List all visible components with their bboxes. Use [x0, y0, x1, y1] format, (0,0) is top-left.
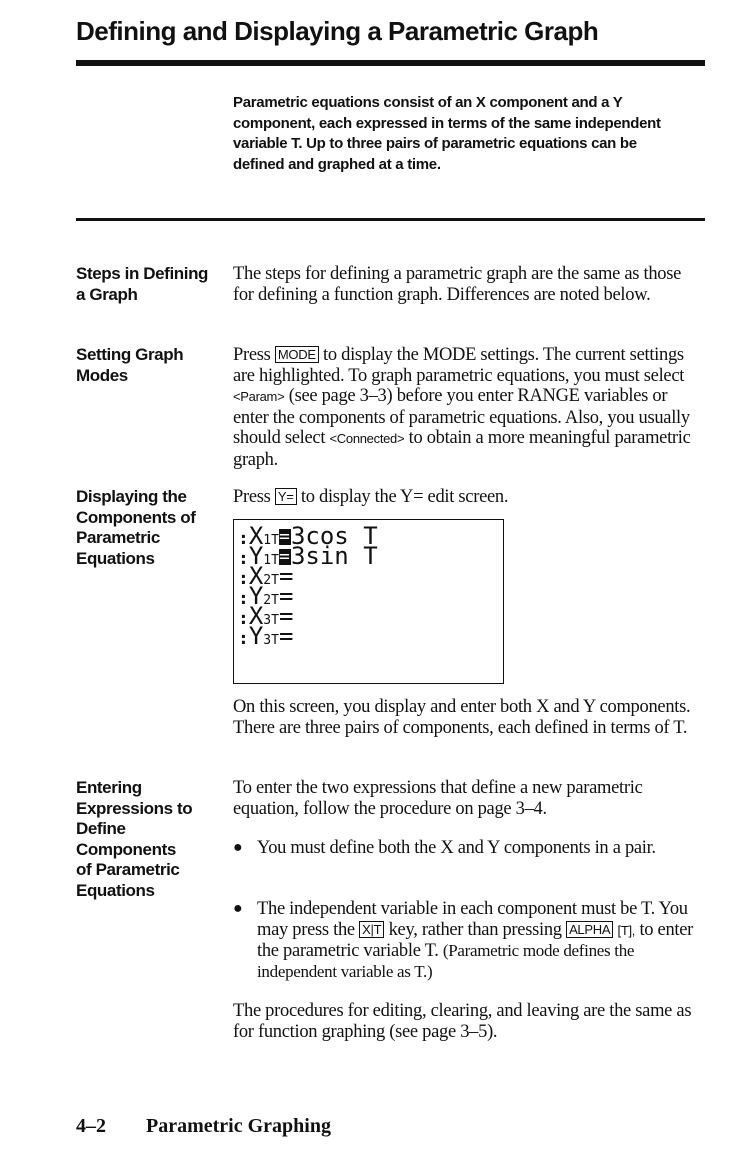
steps-body: The steps for defining a parametric graph are the same as those for defining a function graph. Differences are noted below. [233, 264, 682, 305]
cursor-block: = [278, 546, 290, 567]
alpha-key: ALPHA [566, 921, 613, 938]
intro-paragraph: Parametric equations consist of an X component and a Y component, each expressed in terms of the same independent variable T. Up to three pairs of parametric equations can be defined and graphed at a time. [233, 94, 661, 173]
closing-body: The procedures for editing, clearing, and leaving are the same as for function graphing (see page 3–5). [233, 1001, 692, 1042]
page-number: 4–2 [76, 1115, 106, 1137]
bullet-icon: ● [233, 900, 243, 917]
screen-line-x3: :X3T= [238, 602, 294, 630]
side-heading-modes: Setting Graph Modes [76, 345, 184, 385]
screen-line-y2: :Y2T= [238, 582, 294, 610]
param-option: <Param> [233, 389, 285, 404]
displaying-body: Press Y= to display the Y= edit screen. [233, 487, 509, 507]
modes-body: Press MODE to display the MODE settings. The current settings are highlighted. To graph parametric equations, you must select <Param> (see page 3–3) before you enter RANGE variables or enter the components of parametric equations. Also, you usually should select <Connected> to obtain a more meaningful parametric graph. [233, 345, 691, 470]
bullet-item-2: ● The independent variable in each component must be T. You may press the X|T key, rather than pressing ALPHA [T], to enter the parametric variable T. (Parametric mode defines the independent variable as T.) [233, 899, 694, 981]
after-screen-body: On this screen, you display and enter both X and Y components. There are three pairs of components, each defined in terms of T. [233, 697, 691, 738]
xt-key: X|T [359, 921, 384, 938]
screen-line-y1: :Y1T = 3sin T [238, 542, 378, 570]
footer-section-title: Parametric Graphing [146, 1115, 331, 1137]
side-heading-entering: Entering Expressions to Define Components of Parametric Equations [76, 778, 193, 900]
screen-line-x1: :X1T = 3cos T [238, 522, 378, 550]
calculator-screen [233, 519, 504, 684]
page-title: Defining and Displaying a Parametric Graph [76, 16, 599, 46]
bullet-icon: ● [233, 839, 243, 856]
y-equals-key: Y= [275, 488, 297, 505]
parametric-note: (Parametric mode defines the independent variable as T.) [257, 941, 635, 981]
title-rule [76, 60, 705, 66]
mode-key: MODE [275, 346, 319, 363]
screen-line-x2: :X2T= [238, 562, 294, 590]
screen-line-y3: :Y3T= [238, 622, 294, 650]
connected-option: <Connected> [329, 431, 405, 446]
bullet-item-1: ● You must define both the X and Y components in a pair. [233, 838, 656, 858]
entering-body: To enter the two expressions that define a new parametric equation, follow the procedure on page 3–4. [233, 778, 643, 819]
cursor-block: = [278, 526, 290, 547]
side-heading-displaying: Displaying the Components of Parametric Equations [76, 487, 196, 568]
section-rule [76, 218, 705, 221]
side-heading-steps: Steps in Defining a Graph [76, 264, 209, 304]
